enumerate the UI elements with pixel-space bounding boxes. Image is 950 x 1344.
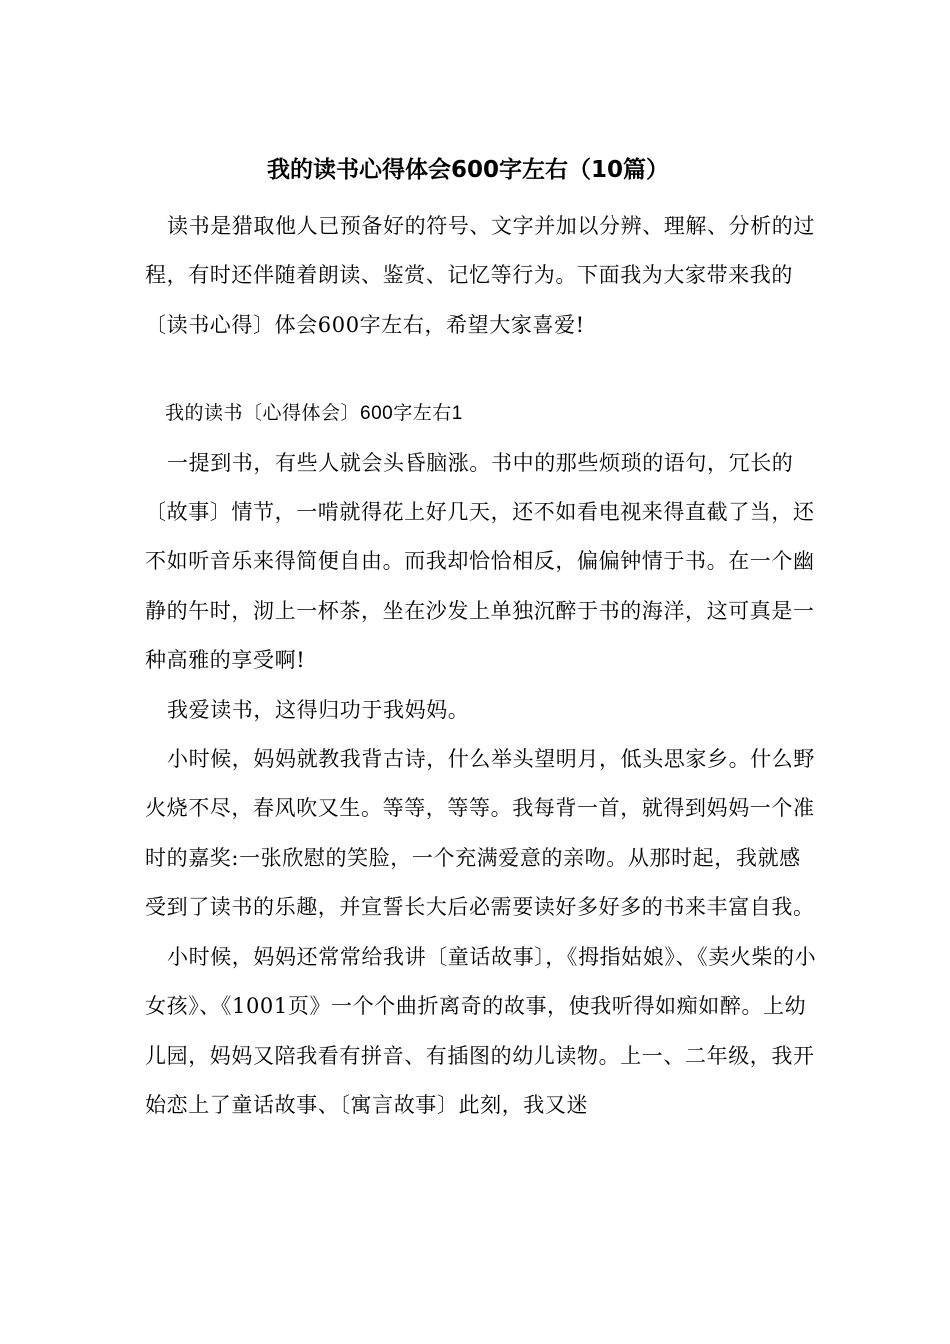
body-paragraph: 小时候，妈妈就教我背古诗，什么举头望明月，低头思家乡。什么野火烧不尽，春风吹又生。等等，等等。我每背一首，就得到妈妈一个准时的嘉奖:一张欣慰的笑脸，一个充满爱意的亲吻。从那时起，我就感受到了读书的乐趣，并宣誓长大后必需要读好多好多的书来丰富自我。 — [145, 747, 815, 920]
section-heading: 我的读书〔心得体会〕600字左右1 — [165, 403, 463, 425]
paragraph-spacer — [145, 350, 817, 389]
body-paragraph: 我爱读书，这得归功于我妈妈。 — [167, 697, 470, 722]
intro-paragraph: 读书是猎取他人已预备好的符号、文字并加以分辨、理解、分析的过程，有时还伴随着朗读、鉴赏、记忆等行为。下面我为大家带来我的〔读书心得〕体会600字左右，希望大家喜爱! — [145, 214, 815, 337]
document-title: 我的读书心得体会600字左右（10篇） — [266, 157, 670, 183]
body-paragraph: 一提到书，有些人就会头昏脑涨。书中的那些烦琐的语句，冗长的〔故事〕情节，一啃就得花上好几天，还不如看电视来得直截了当，还不如听音乐来得简便自由。而我却恰恰相反，偏偏钟情于书。在一个幽静的午时，沏上一杯茶，坐在沙发上单独沉醉于书的海洋，这可真是一种高雅的享受啊! — [145, 450, 815, 673]
document-body — [145, 202, 817, 1130]
body-paragraph: 小时候，妈妈还常常给我讲〔童话故事〕，《拇指姑娘》、《卖火柴的小女孩》、《1001页》一个个曲折离奇的故事，使我听得如痴如醉。上幼儿园，妈妈又陪我看有拼音、有插图的幼儿读物。上一、二年级，我开始恋上了童话故事、〔寓言故事〕此刻，我又迷 — [145, 944, 817, 1117]
